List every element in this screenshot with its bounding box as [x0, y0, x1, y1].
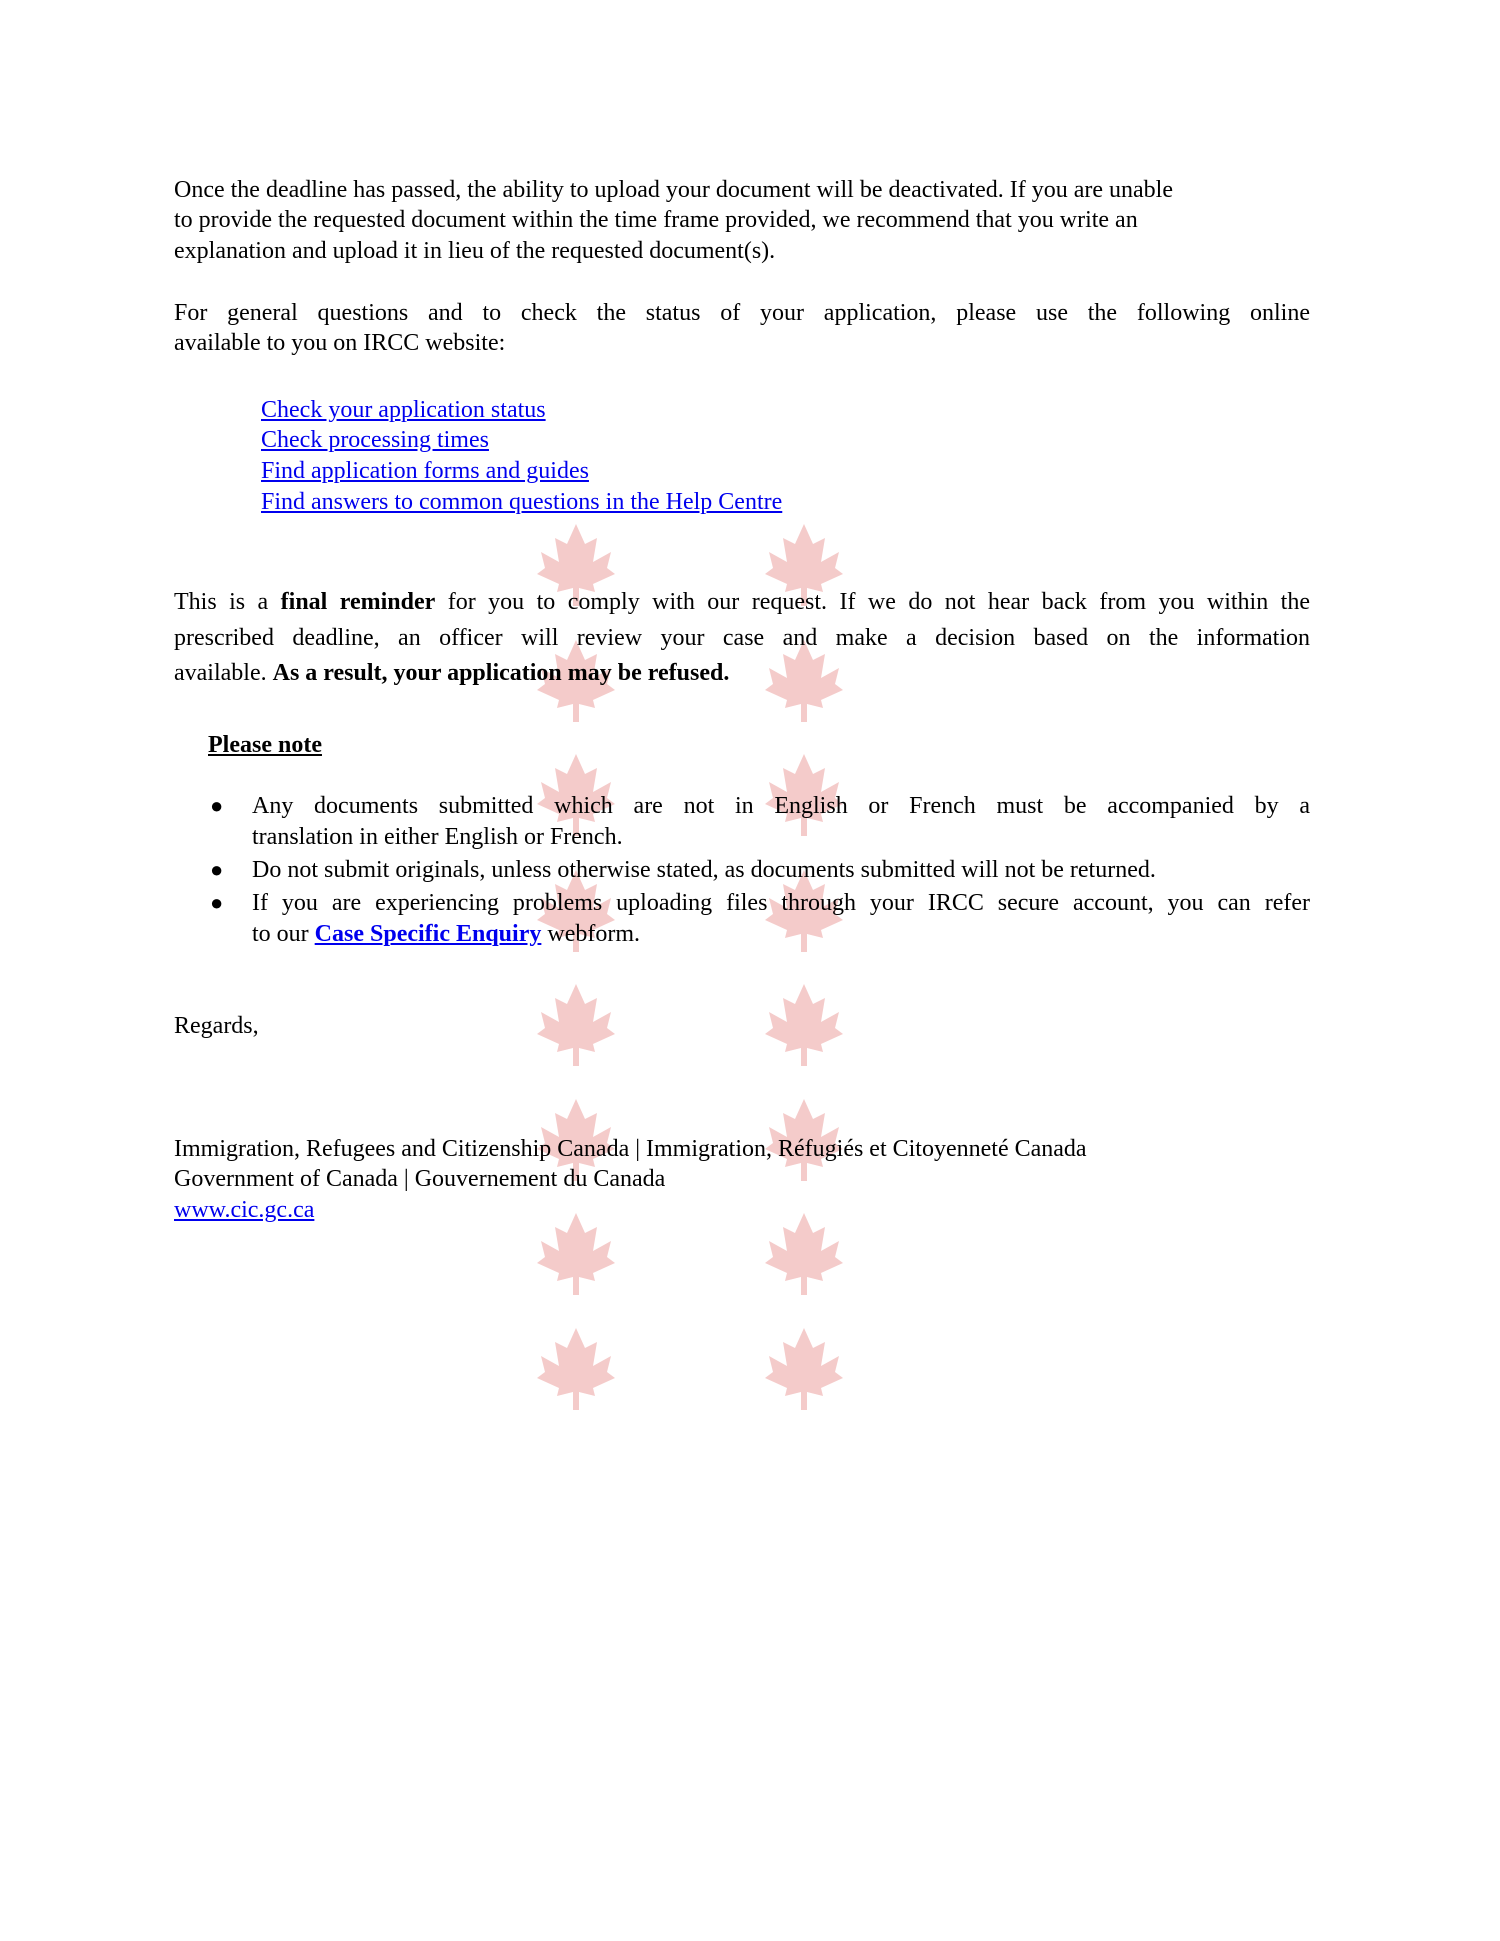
- paragraph-1-line-2: to provide the requested document within the time frame provided, we recommend that you write an: [174, 207, 1138, 233]
- link-find-application-forms[interactable]: Find application forms and guides: [261, 458, 589, 484]
- maple-leaf-icon: [763, 1326, 845, 1412]
- paragraph-2-line-2: available to you on IRCC website:: [174, 330, 506, 356]
- bullet-icon: ●: [210, 857, 224, 882]
- link-check-processing-times[interactable]: Check processing times: [261, 427, 489, 453]
- link-check-application-status[interactable]: Check your application status: [261, 397, 546, 423]
- bullet-icon: ●: [210, 793, 224, 818]
- watermark-logo: [535, 1207, 617, 1297]
- paragraph-1-line-1: Once the deadline has passed, the ability to upload your document will be deactivated. If you are unable: [174, 177, 1173, 203]
- watermark-logo: [763, 1322, 845, 1412]
- maple-leaf-icon: [535, 1211, 617, 1297]
- watermark-logo: [763, 1207, 845, 1297]
- note-bullet-3-line-2: [252, 919, 640, 949]
- note-bullet-1-line-2: translation in either English or French.: [252, 824, 623, 850]
- watermark-logo: [535, 1322, 617, 1412]
- text: webform.: [541, 921, 640, 947]
- note-bullet-2: Do not submit originals, unless otherwise stated, as documents submitted will not be returned.: [252, 857, 1156, 883]
- website-link[interactable]: www.cic.gc.ca: [174, 1197, 315, 1223]
- text: available.: [174, 660, 273, 686]
- signature-government: Government of Canada | Gouvernement du Canada: [174, 1166, 666, 1192]
- paragraph-2-line-1: For general questions and to check the status of your application, please use the following online: [174, 300, 1310, 326]
- please-note-heading: Please note: [208, 732, 322, 758]
- maple-leaf-icon: [763, 982, 845, 1068]
- refusal-warning-bold: As a result, your application may be refused.: [272, 660, 730, 686]
- closing-regards: Regards,: [174, 1013, 259, 1039]
- text: This is a: [174, 589, 281, 615]
- note-bullet-1-line-1: Any documents submitted which are not in English or French must be accompanied by a: [252, 793, 1310, 819]
- paragraph-3-line-2: prescribed deadline, an officer will review your case and make a decision based on the information: [174, 625, 1310, 651]
- paragraph-3-line-1: [174, 587, 1310, 617]
- text: for you to comply with our request. If we do not hear back from you within the: [435, 589, 1310, 615]
- maple-leaf-icon: [535, 1326, 617, 1412]
- case-specific-enquiry-link[interactable]: Case Specific Enquiry: [314, 921, 542, 947]
- paragraph-1-line-3: explanation and upload it in lieu of the requested document(s).: [174, 238, 776, 264]
- note-bullet-3-line-1: If you are experiencing problems uploading files through your IRCC secure account, you can refer: [252, 890, 1310, 916]
- paragraph-3-line-3: [174, 658, 729, 688]
- link-help-centre[interactable]: Find answers to common questions in the Help Centre: [261, 489, 783, 515]
- text: to our: [252, 921, 315, 947]
- signature-department: Immigration, Refugees and Citizenship Canada | Immigration, Réfugiés et Citoyenneté Canada: [174, 1136, 1087, 1162]
- maple-leaf-icon: [535, 982, 617, 1068]
- watermark-logo: [763, 978, 845, 1068]
- maple-leaf-icon: [763, 1211, 845, 1297]
- final-reminder-bold: final reminder: [280, 589, 436, 615]
- bullet-icon: ●: [210, 890, 224, 915]
- watermark-logo: [535, 978, 617, 1068]
